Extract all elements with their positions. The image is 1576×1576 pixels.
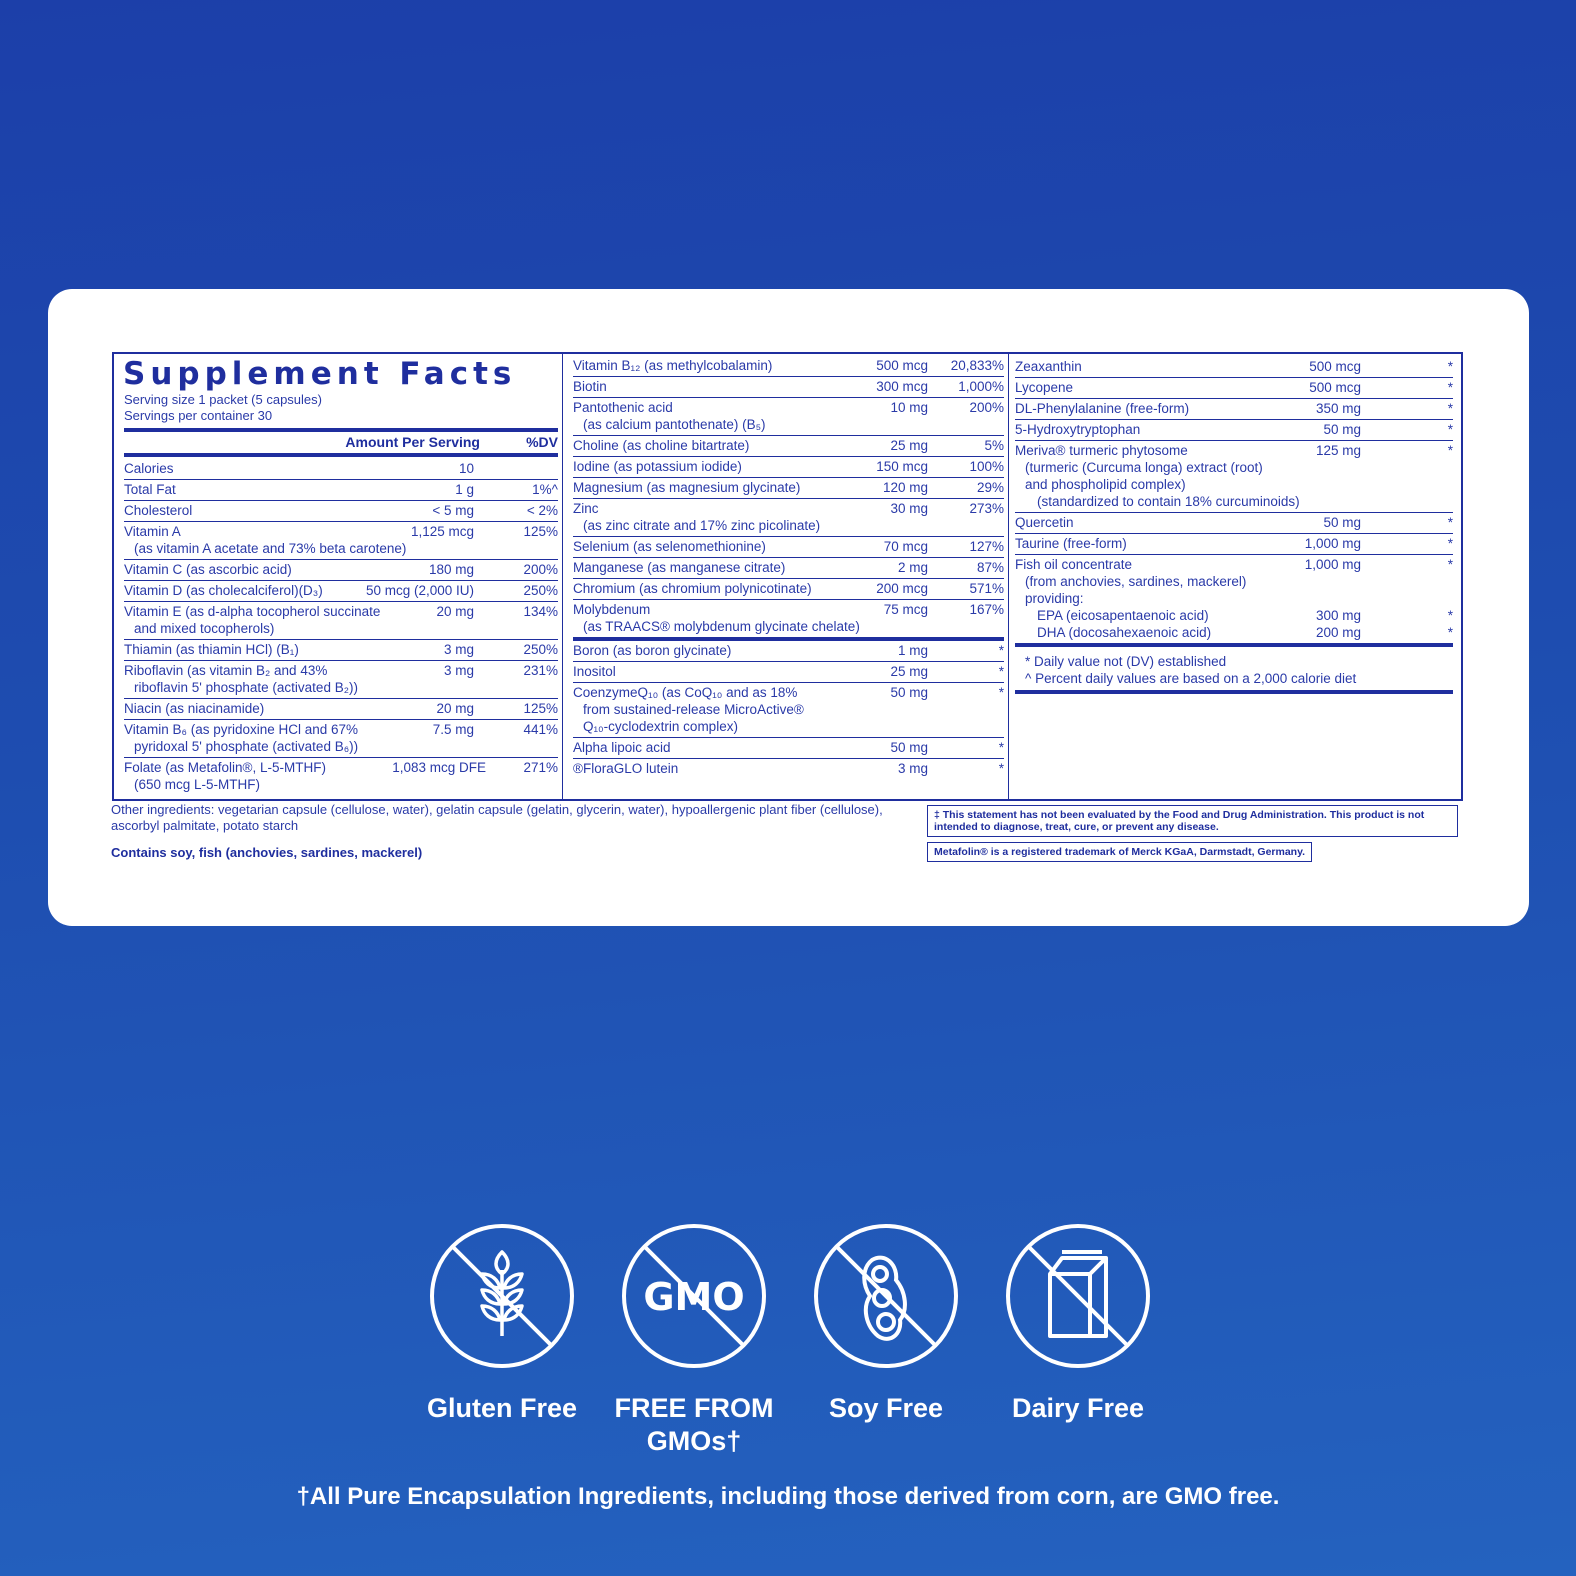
nutrient-name: Total Fat xyxy=(124,482,176,497)
nutrient-name: Zinc xyxy=(573,501,599,516)
gmo-disclaimer: †All Pure Encapsulation Ingredients, including those derived from corn, are GMO free. xyxy=(296,1483,1280,1510)
nutrient-source: pyridoxal 5' phosphate (activated B₆)) xyxy=(134,739,359,754)
nutrient-name: Zeaxanthin xyxy=(1015,359,1082,374)
nutrient-name: Magnesium (as magnesium glycinate) xyxy=(573,480,801,495)
nutrient-row xyxy=(573,738,1004,759)
nutrient-name: Fish oil concentrate xyxy=(1015,557,1133,572)
nutrient-dv: 441% xyxy=(523,722,558,737)
nutrient-source: (as calcium pantothenate) (B₅) xyxy=(583,417,766,432)
nutrient-dv: * xyxy=(998,740,1004,755)
nutrient-row xyxy=(573,478,1004,499)
nutrient-row xyxy=(124,581,558,602)
nutrient-amount: 300 mg xyxy=(1315,608,1361,623)
nutrient-amount: 1,083 mcg DFE xyxy=(392,760,486,775)
nutrient-source: (from anchovies, sardines, mackerel) xyxy=(1025,574,1247,589)
nutrient-name: Boron (as boron glycinate) xyxy=(573,643,732,658)
nutrient-name: 5-Hydroxytryptophan xyxy=(1015,422,1141,437)
nutrient-name: Niacin (as niacinamide) xyxy=(124,701,265,716)
nutrient-dv: 125% xyxy=(523,524,558,539)
milk-carton-icon xyxy=(1004,1222,1152,1370)
supplement-facts-card xyxy=(48,289,1529,926)
nutrient-dv: 5% xyxy=(984,438,1004,453)
nutrient-amount: 7.5 mg xyxy=(432,722,474,737)
nutrient-name: Manganese (as manganese citrate) xyxy=(573,560,786,575)
nutrient-amount: 75 mcg xyxy=(883,602,928,617)
badge-gmo-free xyxy=(599,1222,789,1458)
nutrient-amount: 50 mg xyxy=(1323,515,1361,530)
nutrient-dv: 1,000% xyxy=(958,379,1004,394)
nutrient-source: providing: xyxy=(1025,591,1084,606)
nutrient-amount: 50 mg xyxy=(890,685,928,700)
nutrient-amount: 25 mg xyxy=(890,438,928,453)
servings-per-container: Servings per container 30 xyxy=(124,408,273,423)
nutrient-row xyxy=(124,501,558,522)
nutrient-name: Meriva® turmeric phytosome xyxy=(1015,443,1188,458)
nutrient-row xyxy=(573,499,1004,537)
nutrient-row xyxy=(1015,555,1453,610)
nutrient-name: Riboflavin (as vitamin B₂ and 43% xyxy=(124,663,328,678)
nutrient-amount: 1 mg xyxy=(897,643,928,658)
nutrient-amount: 125 mg xyxy=(1315,443,1361,458)
nutrient-row xyxy=(1015,625,1453,642)
nutrient-name: Iodine (as potassium iodide) xyxy=(573,459,742,474)
nutrient-row xyxy=(573,600,1004,641)
nutrient-row xyxy=(124,522,558,560)
nutrient-amount: 50 mg xyxy=(890,740,928,755)
nutrient-name: Vitamin E (as d-alpha tocopherol succinate xyxy=(124,604,381,619)
nutrient-amount: 300 mcg xyxy=(876,379,928,394)
nutrient-row xyxy=(124,480,558,501)
divider-thick xyxy=(1015,643,1453,647)
nutrient-dv: 20,833% xyxy=(950,358,1004,373)
nutrient-source: (as vitamin A acetate and 73% beta carotene) xyxy=(134,541,407,556)
nutrient-name: DHA (docosahexaenoic acid) xyxy=(1037,625,1212,640)
nutrient-dv: 250% xyxy=(523,583,558,598)
nutrient-amount: 25 mg xyxy=(890,664,928,679)
gmo-icon xyxy=(620,1222,768,1370)
nutrient-name: Folate (as Metafolin®, L-5-MTHF) xyxy=(124,760,326,775)
facts-column-1 xyxy=(114,354,562,799)
divider-thick xyxy=(124,428,558,432)
nutrient-amount: 1,125 mcg xyxy=(410,524,474,539)
nutrient-dv: 200% xyxy=(523,562,558,577)
nutrient-dv: * xyxy=(1447,557,1453,572)
nutrient-row xyxy=(1015,420,1453,441)
nutrient-row xyxy=(573,398,1004,436)
nutrient-name: Lycopene xyxy=(1015,380,1074,395)
nutrient-name: Selenium (as selenomethionine) xyxy=(573,539,766,554)
nutrient-amount: 3 mg xyxy=(443,642,474,657)
nutrient-dv: * xyxy=(998,685,1004,700)
footnote-calorie-diet: ^ Percent daily values are based on a 2,000 calorie diet xyxy=(1025,671,1357,686)
nutrient-source: (turmeric (Curcuma longa) extract (root) xyxy=(1025,460,1263,475)
nutrient-dv: 1%^ xyxy=(532,482,558,497)
nutrient-source: (standardized to contain 18% curcuminoids) xyxy=(1037,494,1300,509)
nutrient-row xyxy=(124,720,558,758)
nutrient-name: Molybdenum xyxy=(573,602,651,617)
nutrient-row xyxy=(573,558,1004,579)
supplement-facts-panel xyxy=(112,352,1463,801)
nutrient-amount: 1 g xyxy=(455,482,474,497)
nutrient-amount: 20 mg xyxy=(436,701,474,716)
nutrient-list-3 xyxy=(1015,357,1453,642)
nutrient-dv: * xyxy=(998,664,1004,679)
nutrient-source: and phospholipid complex) xyxy=(1025,477,1186,492)
gmo-icon-text: GMO xyxy=(643,1275,745,1319)
nutrient-row xyxy=(573,436,1004,457)
nutrient-row xyxy=(1015,399,1453,420)
nutrient-name: ®FloraGLO lutein xyxy=(573,761,679,776)
nutrient-row xyxy=(124,699,558,720)
nutrient-row xyxy=(124,560,558,581)
nutrient-dv: * xyxy=(1447,515,1453,530)
nutrient-dv: * xyxy=(1447,536,1453,551)
nutrient-dv: * xyxy=(998,643,1004,658)
nutrient-row xyxy=(1015,378,1453,399)
nutrient-name: Inositol xyxy=(573,664,616,679)
nutrient-row xyxy=(124,602,558,640)
nutrient-dv: < 2% xyxy=(526,503,558,518)
nutrient-amount: 10 mg xyxy=(890,400,928,415)
wheat-icon xyxy=(428,1222,576,1370)
allergen-statement: Contains soy, fish (anchovies, sardines, mackerel) xyxy=(111,845,423,860)
badge-label: Dairy Free xyxy=(1011,1393,1145,1423)
nutrient-source: (as zinc citrate and 17% zinc picolinate) xyxy=(583,518,821,533)
nutrient-list-1 xyxy=(124,459,558,796)
nutrient-source: and mixed tocopherols) xyxy=(134,621,275,636)
nutrient-name: Calories xyxy=(124,461,174,476)
trademark-statement: Metafolin® is a registered trademark of Merck KGaA, Darmstadt, Germany. xyxy=(927,842,1312,862)
nutrient-dv: * xyxy=(1447,625,1453,640)
nutrient-dv: * xyxy=(1447,380,1453,395)
nutrient-amount: 350 mg xyxy=(1315,401,1361,416)
badge-dairy-free xyxy=(983,1222,1173,1425)
nutrient-name: Chromium (as chromium polynicotinate) xyxy=(573,581,812,596)
nutrient-amount: 500 mcg xyxy=(1309,359,1361,374)
nutrient-amount: 200 mcg xyxy=(876,581,928,596)
nutrient-name: Vitamin A xyxy=(124,524,181,539)
nutrient-row xyxy=(1015,608,1453,625)
nutrient-row xyxy=(124,661,558,699)
nutrient-name: Choline (as choline bitartrate) xyxy=(573,438,750,453)
nutrient-dv: * xyxy=(1447,443,1453,458)
nutrient-amount: 3 mg xyxy=(897,761,928,776)
facts-column-2 xyxy=(562,354,1008,799)
badge-gluten-free xyxy=(407,1222,597,1425)
nutrient-amount: 30 mg xyxy=(890,501,928,516)
divider-thick xyxy=(1015,690,1453,694)
nutrient-name: EPA (eicosapentaenoic acid) xyxy=(1037,608,1209,623)
nutrient-dv: 271% xyxy=(523,760,558,775)
nutrient-dv: 273% xyxy=(969,501,1004,516)
nutrient-row xyxy=(124,640,558,661)
nutrient-amount: 3 mg xyxy=(443,663,474,678)
nutrient-name: DL-Phenylalanine (free-form) xyxy=(1015,401,1190,416)
nutrient-name: Vitamin C (as ascorbic acid) xyxy=(124,562,292,577)
badge-label: Soy Free xyxy=(828,1393,944,1423)
nutrient-row xyxy=(573,662,1004,683)
nutrient-name: Alpha lipoic acid xyxy=(573,740,671,755)
nutrient-source: (as TRAACS® molybdenum glycinate chelate) xyxy=(583,619,860,634)
nutrient-dv: 231% xyxy=(523,663,558,678)
nutrient-dv: * xyxy=(1447,401,1453,416)
nutrient-dv: 200% xyxy=(969,400,1004,415)
nutrient-row xyxy=(124,459,558,480)
nutrient-dv: * xyxy=(1447,359,1453,374)
footnote-dv-not-established: * Daily value not (DV) established xyxy=(1025,654,1227,669)
nutrient-dv: 100% xyxy=(969,459,1004,474)
nutrient-dv: 134% xyxy=(523,604,558,619)
nutrient-dv: 250% xyxy=(523,642,558,657)
header-dv: %DV xyxy=(526,434,558,450)
facts-column-3 xyxy=(1008,354,1461,799)
nutrient-name: Taurine (free-form) xyxy=(1015,536,1127,551)
nutrient-dv: 87% xyxy=(976,560,1004,575)
nutrient-dv: 29% xyxy=(976,480,1004,495)
nutrient-name: Quercetin xyxy=(1015,515,1074,530)
nutrient-amount: 180 mg xyxy=(428,562,474,577)
nutrient-amount: 50 mcg (2,000 IU) xyxy=(365,583,474,598)
nutrient-amount: 20 mg xyxy=(436,604,474,619)
nutrient-dv: 571% xyxy=(969,581,1004,596)
nutrient-row xyxy=(573,457,1004,478)
soybean-icon xyxy=(812,1222,960,1370)
nutrient-name: CoenzymeQ₁₀ (as CoQ₁₀ and as 18% xyxy=(573,685,798,700)
nutrient-source: riboflavin 5' phosphate (activated B₂)) xyxy=(134,680,358,695)
nutrient-amount: 1,000 mg xyxy=(1304,536,1361,551)
divider-thick xyxy=(124,453,558,457)
nutrient-amount: 70 mcg xyxy=(883,539,928,554)
nutrient-list-2 xyxy=(573,356,1004,780)
nutrient-amount: < 5 mg xyxy=(432,503,474,518)
nutrient-amount: 10 xyxy=(458,461,474,476)
other-ingredients: Other ingredients: vegetarian capsule (cellulose, water), gelatin capsule (gelatin, glycerin, water), hypoallergenic plant fiber (cellulose), ascorbyl palmitate, potato starch xyxy=(111,802,883,833)
badge-label: Gluten Free xyxy=(426,1393,578,1423)
nutrient-amount: 500 mcg xyxy=(876,358,928,373)
nutrient-amount: 120 mg xyxy=(882,480,928,495)
nutrient-row xyxy=(573,356,1004,377)
nutrient-dv: 167% xyxy=(969,602,1004,617)
nutrient-source: (650 mcg L-5-MTHF) xyxy=(134,777,261,792)
nutrient-name: Vitamin B₆ (as pyridoxine HCl and 67% xyxy=(124,722,359,737)
nutrient-source: from sustained-release MicroActive® xyxy=(583,702,804,717)
fda-statement: ‡ This statement has not been evaluated by the Food and Drug Administration. This product is not intended to diagnose, treat, cure, or prevent any disease. xyxy=(927,805,1458,837)
facts-title: Supplement Facts xyxy=(123,356,517,392)
nutrient-dv: * xyxy=(1447,422,1453,437)
nutrient-dv: 125% xyxy=(523,701,558,716)
nutrient-row xyxy=(573,683,1004,738)
badge-label: FREE FROM GMOs† xyxy=(614,1393,774,1456)
nutrient-row xyxy=(573,641,1004,662)
nutrient-row xyxy=(1015,534,1453,555)
nutrient-amount: 150 mcg xyxy=(876,459,928,474)
nutrient-row xyxy=(573,377,1004,398)
nutrient-name: Pantothenic acid xyxy=(573,400,673,415)
nutrient-source: Q₁₀-cyclodextrin complex) xyxy=(583,719,738,734)
nutrient-name: Vitamin B₁₂ (as methylcobalamin) xyxy=(573,358,773,373)
nutrient-dv: 127% xyxy=(969,539,1004,554)
nutrient-row xyxy=(124,758,558,796)
nutrient-row xyxy=(1015,513,1453,534)
nutrient-row xyxy=(1015,441,1453,513)
nutrient-row xyxy=(1015,357,1453,378)
header-amount-per-serving: Amount Per Serving xyxy=(345,434,480,450)
serving-size: Serving size 1 packet (5 capsules) xyxy=(124,392,322,407)
nutrient-amount: 2 mg xyxy=(897,560,928,575)
nutrient-name: Vitamin D (as cholecalciferol)(D₃) xyxy=(124,583,323,598)
nutrient-row xyxy=(573,537,1004,558)
badge-soy-free xyxy=(791,1222,981,1425)
nutrient-name: Biotin xyxy=(573,379,607,394)
nutrient-dv: * xyxy=(998,761,1004,776)
nutrient-amount: 1,000 mg xyxy=(1304,557,1361,572)
nutrient-name: Thiamin (as thiamin HCl) (B₁) xyxy=(124,642,299,657)
nutrient-dv: * xyxy=(1447,608,1453,623)
nutrient-row xyxy=(573,759,1004,780)
nutrient-amount: 50 mg xyxy=(1323,422,1361,437)
nutrient-name: Cholesterol xyxy=(124,503,193,518)
nutrient-amount: 500 mcg xyxy=(1309,380,1361,395)
nutrient-row xyxy=(573,579,1004,600)
nutrient-amount: 200 mg xyxy=(1315,625,1361,640)
